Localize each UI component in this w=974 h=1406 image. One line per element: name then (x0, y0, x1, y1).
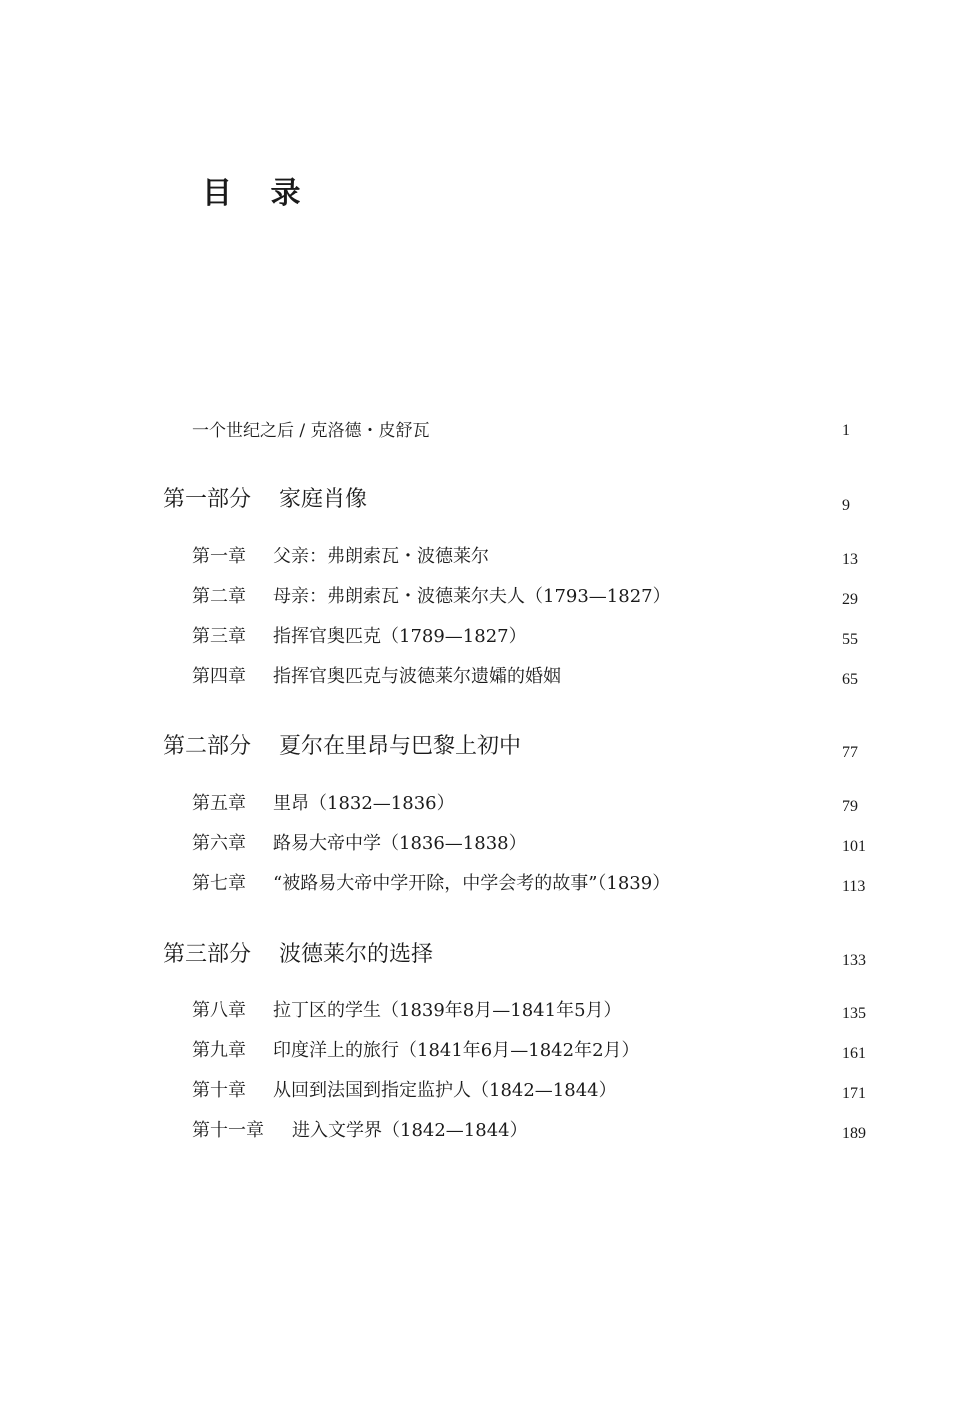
chapter-label: 第三章 (192, 626, 246, 647)
chapter-title: 路易大帝中学（1836—1838） (273, 833, 527, 854)
chapter-label: 第十一章 (192, 1120, 264, 1141)
chapter-label: 第四章 (192, 666, 246, 687)
chapter-title: 指挥官奥匹克（1789—1827） (273, 626, 527, 647)
chapter-title: 拉丁区的学生（1839年8月—1841年5月） (273, 1000, 622, 1021)
page-number: 135 (842, 1005, 866, 1022)
page-number: 1 (842, 422, 850, 439)
page-number: 189 (842, 1125, 866, 1142)
page-title: 目 录 (202, 176, 315, 211)
chapter-title: “被路易大帝中学开除，中学会考的故事”（1839） (273, 873, 671, 894)
chapter-title: 进入文学界（1842—1844） (292, 1120, 528, 1141)
chapter-label: 第十章 (192, 1080, 246, 1101)
chapter-title: 从回到法国到指定监护人（1842—1844） (273, 1080, 617, 1101)
page-number: 79 (842, 798, 858, 815)
part-label: 第二部分 (163, 734, 252, 759)
chapter-title: 父亲：弗朗索瓦・波德莱尔 (273, 546, 489, 567)
page-number: 77 (842, 744, 858, 761)
page-number: 55 (842, 631, 858, 648)
chapter-label: 第七章 (192, 873, 246, 894)
page-number: 9 (842, 497, 850, 514)
part-label: 第一部分 (163, 487, 252, 512)
chapter-label: 第五章 (192, 793, 246, 814)
page-number: 161 (842, 1045, 866, 1062)
page-number: 113 (842, 878, 866, 895)
preface-title: 一个世纪之后 / 克洛德・皮舒瓦 (192, 421, 430, 441)
part-title: 夏尔在里昂与巴黎上初中 (279, 734, 522, 759)
page-number: 101 (842, 838, 866, 855)
chapter-label: 第一章 (192, 546, 246, 567)
chapter-title: 里昂（1832—1836） (273, 793, 455, 814)
chapter-label: 第六章 (192, 833, 246, 854)
chapter-label: 第二章 (192, 586, 246, 607)
page-number: 29 (842, 591, 858, 608)
page-number: 13 (842, 551, 858, 568)
page-number: 133 (842, 952, 866, 969)
chapter-title: 指挥官奥匹克与波德莱尔遗孀的婚姻 (273, 666, 561, 687)
chapter-label: 第九章 (192, 1040, 246, 1061)
chapter-label: 第八章 (192, 1000, 246, 1021)
part-title: 家庭肖像 (279, 487, 368, 512)
chapter-title: 母亲：弗朗索瓦・波德莱尔夫人（1793—1827） (273, 586, 671, 607)
chapter-title: 印度洋上的旅行（1841年6月—1842年2月） (273, 1040, 640, 1061)
part-label: 第三部分 (163, 942, 252, 967)
part-title: 波德莱尔的选择 (279, 942, 434, 967)
page-number: 65 (842, 671, 858, 688)
page-number: 171 (842, 1085, 866, 1102)
